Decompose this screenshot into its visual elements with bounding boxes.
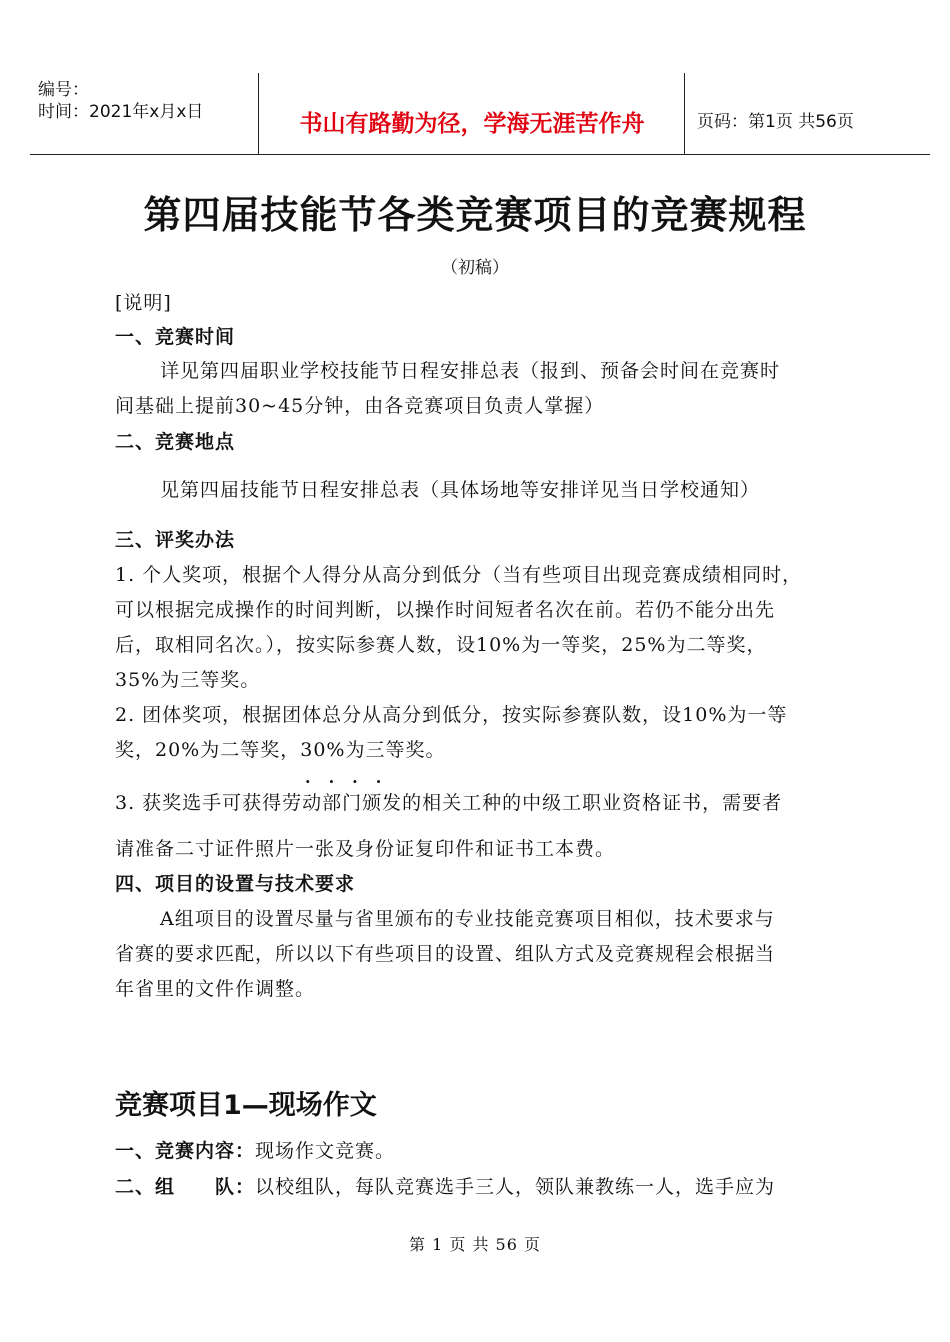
competition-item-content — [115, 1136, 855, 1163]
paragraph-line: 请准备二寸证件照片一张及身份证复印件和证书工本费。 — [115, 838, 616, 860]
item-text: 以校组队，每队竞赛选手三人，领队兼教练一人，选手应为 — [255, 1176, 776, 1198]
paragraph-line: 间基础上提前30~45分钟，由各竞赛项目负责人掌握） — [115, 395, 605, 417]
section-heading-awards: 三、评奖办法 — [115, 529, 236, 551]
header-right-cell — [685, 73, 930, 155]
item-text: 现场作文竞赛。 — [255, 1140, 396, 1162]
competition-item-team — [115, 1172, 855, 1199]
item-label: 一、竞赛内容： — [115, 1140, 256, 1162]
paragraph-line: 省赛的要求匹配，所以以下有些项目的设置、组队方式及竞赛规程会根据当 — [115, 943, 776, 965]
paragraph-line: 可以根据完成操作的时间判断，以操作时间短者名次在前。若仍不能分出先 — [115, 599, 776, 621]
item-label: 二、组 队： — [115, 1176, 256, 1198]
document-number-label: 编号： — [38, 80, 89, 100]
paragraph-line: A组项目的设置尽量与省里颁布的专业技能竞赛项目相似，技术要求与 — [160, 908, 775, 930]
paragraph-line: 详见第四届职业学校技能节日程安排总表（报到、预备会时间在竞赛时 — [160, 360, 781, 382]
paragraph-line: 2. 团体奖项，根据团体总分从高分到低分，按实际参赛队数，设10%为一等 — [115, 704, 788, 726]
page-footer: 第 1 页 共 56 页 — [409, 1235, 541, 1254]
document-time-label: 时间：2021年x月x日 — [38, 102, 204, 122]
paragraph-line: 后，取相同名次。），按实际参赛人数，设10%为一等奖，25%为二等奖， — [115, 634, 767, 656]
emphasis-dots: .... — [305, 768, 400, 787]
paragraph-line: 年省里的文件作调整。 — [115, 978, 316, 1000]
document-title: 第四届技能节各类竞赛项目的竞赛规程 — [143, 193, 807, 237]
header-motto: 书山有路勤为径，学海无涯苦作舟 — [299, 111, 645, 137]
paragraph-line: 奖，20%为二等奖，30%为三等奖。 — [115, 739, 446, 761]
paragraph-line: 35%为三等奖。 — [115, 669, 261, 691]
header-table — [30, 73, 930, 155]
paragraph-line: 3. 获奖选手可获得劳动部门颁发的相关工种的中级工职业资格证书，需要者 — [115, 792, 783, 814]
paragraph-line: 1. 个人奖项，根据个人得分从高分到低分（当有些项目出现竞赛成绩相同时， — [115, 564, 803, 586]
paragraph-line: 见第四届技能节日程安排总表（具体场地等安排详见当日学校通知） — [160, 479, 761, 501]
section-heading-time: 一、竞赛时间 — [115, 326, 236, 348]
section-heading-projects: 四、项目的设置与技术要求 — [115, 873, 356, 895]
competition-section-title: 竞赛项目1—现场作文 — [115, 1090, 377, 1121]
note-heading: [说明] — [115, 292, 172, 314]
header-left-cell — [30, 73, 259, 155]
header-page-info: 页码：第1页 共56页 — [697, 112, 854, 132]
document-subtitle: （初稿） — [441, 258, 509, 278]
section-heading-location: 二、竞赛地点 — [115, 431, 236, 453]
header-middle-cell — [259, 73, 685, 155]
